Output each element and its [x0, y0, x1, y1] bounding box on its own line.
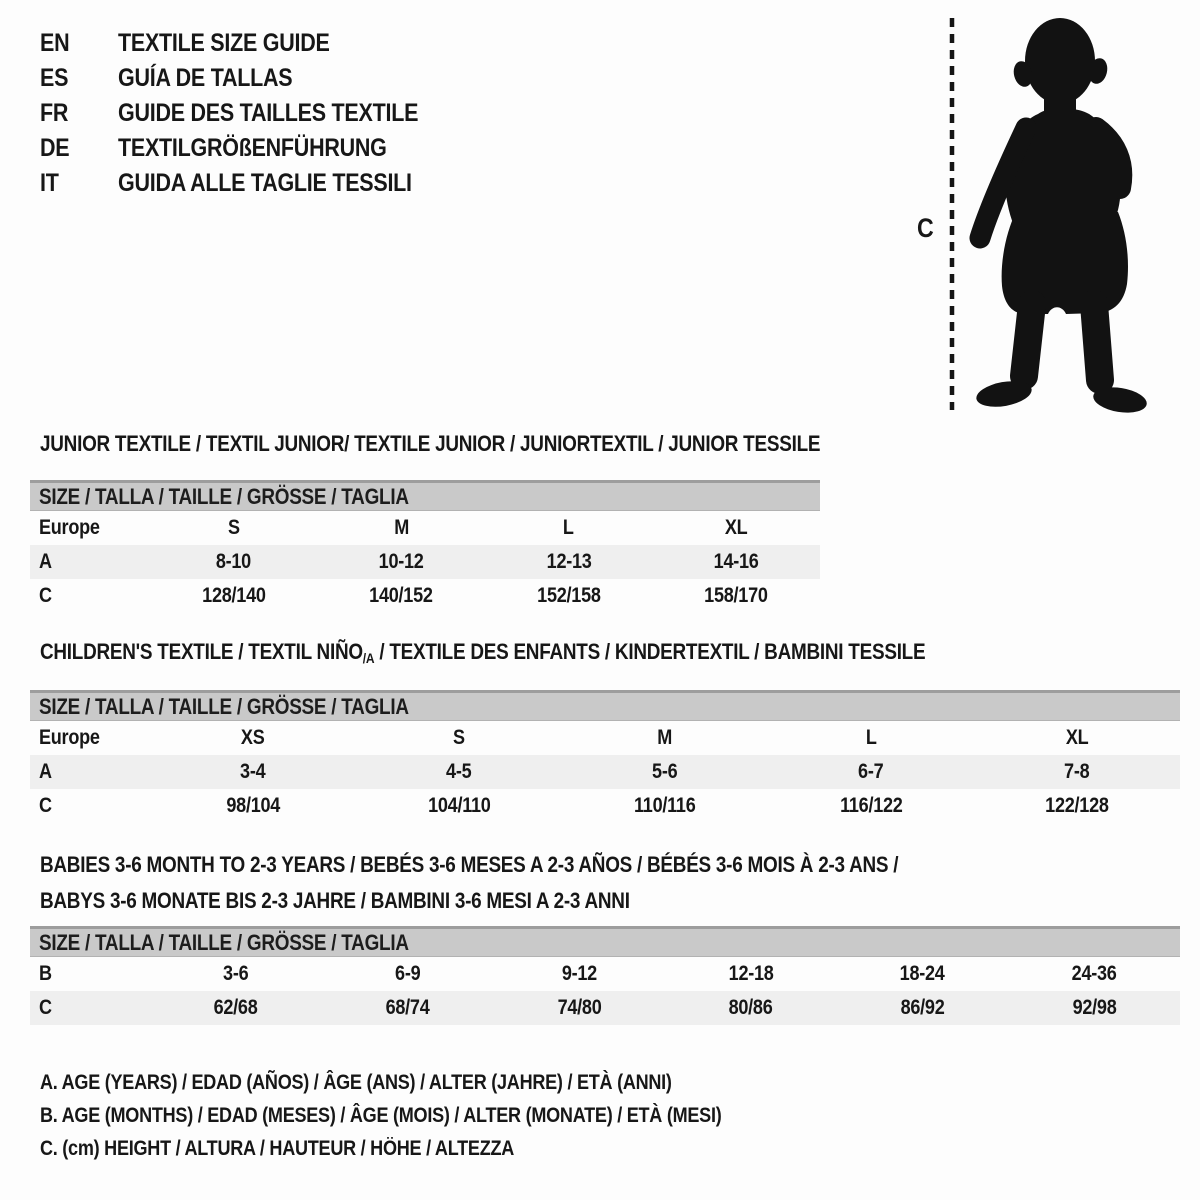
cell-value: XL — [1065, 726, 1089, 749]
lang-code: FR — [40, 99, 69, 127]
junior-size-table — [30, 480, 820, 613]
legend-line-b: B. AGE (MONTHS) / EDAD (MESES) / ÂGE (MOIS) / ALTER (MONATE) / ETÀ (MESI) — [40, 1103, 722, 1127]
children-size-table — [30, 690, 1180, 823]
row-label: C — [39, 794, 52, 817]
lang-row-it — [40, 166, 467, 201]
row-label: A — [39, 760, 52, 783]
cell-value: 3-4 — [240, 760, 266, 783]
cell-value: 122/128 — [1045, 794, 1109, 817]
cell-value: 116/122 — [839, 794, 903, 817]
language-title-list — [40, 26, 467, 201]
cell-value: L — [563, 516, 575, 539]
cell-value: 92/98 — [1072, 996, 1117, 1019]
babies-size-header-band: SIZE / TALLA / TAILLE / GRÖSSE / TAGLIA — [30, 926, 1180, 957]
cell-value: 12-18 — [728, 962, 774, 985]
cell-value: 68/74 — [385, 996, 430, 1019]
cell-value: 8-10 — [216, 550, 252, 573]
cell-value: 158/170 — [704, 584, 768, 607]
lang-code: ES — [40, 64, 69, 92]
cell-value: L — [865, 726, 877, 749]
children-size-header-band: SIZE / TALLA / TAILLE / GRÖSSE / TAGLIA — [30, 690, 1180, 721]
table-row — [30, 991, 1180, 1025]
cell-value: 62/68 — [213, 996, 258, 1019]
table-row — [30, 545, 820, 579]
junior-section-title: JUNIOR TEXTILE / TEXTIL JUNIOR/ TEXTILE JUNIOR / JUNIORTEXTIL / JUNIOR TESSILE — [40, 431, 821, 456]
cell-value: 6-9 — [394, 962, 421, 985]
lang-row-fr — [40, 96, 467, 131]
cell-value: 110/116 — [634, 794, 696, 817]
table-row — [30, 789, 1180, 823]
measure-legend — [40, 1066, 832, 1165]
cell-value: M — [657, 726, 673, 749]
cell-value: 86/92 — [900, 996, 945, 1019]
babies-size-table — [30, 926, 1180, 1025]
table-row — [30, 721, 1180, 755]
table-row — [30, 755, 1180, 789]
row-label: B — [39, 962, 52, 985]
cell-value: M — [393, 516, 409, 539]
cell-value: 128/140 — [202, 584, 266, 607]
cell-value: 152/158 — [537, 584, 601, 607]
cell-value: 14-16 — [713, 550, 759, 573]
measure-c-label: C — [917, 213, 934, 243]
lang-code: IT — [40, 169, 59, 197]
cell-value: 9-12 — [561, 962, 597, 985]
lang-row-en — [40, 26, 467, 61]
lang-code: EN — [40, 29, 70, 57]
lang-title: GUÍA DE TALLAS — [118, 64, 293, 92]
cell-value: 5-6 — [652, 760, 678, 783]
legend-line-a: A. AGE (YEARS) / EDAD (AÑOS) / ÂGE (ANS) / ALTER (JAHRE) / ETÀ (ANNI) — [40, 1070, 672, 1094]
cell-value: 3-6 — [223, 962, 249, 985]
row-label: C — [39, 996, 52, 1019]
toddler-silhouette — [974, 18, 1148, 416]
row-label: C — [39, 584, 52, 607]
cell-value: S — [227, 516, 240, 539]
cell-value: 98/104 — [226, 794, 280, 817]
table-row — [30, 579, 820, 613]
lang-title: TEXTILE SIZE GUIDE — [118, 29, 330, 57]
children-section-title: CHILDREN'S TEXTILE / TEXTIL NIÑO/A / TEXTILE DES ENFANTS / KINDERTEXTIL / BAMBINI TESSILE — [40, 639, 926, 666]
cell-value: 4-5 — [446, 760, 472, 783]
cell-value: XS — [241, 726, 265, 749]
cell-value: 24-36 — [1071, 962, 1117, 985]
junior-size-header-band: SIZE / TALLA / TAILLE / GRÖSSE / TAGLIA — [30, 480, 820, 511]
lang-code: DE — [40, 134, 70, 162]
nino-a-subscript: /A — [362, 650, 375, 666]
cell-value: S — [453, 726, 465, 749]
cell-value: 140/152 — [369, 584, 433, 607]
cell-value: 10-12 — [378, 550, 424, 573]
cell-value: 80/86 — [728, 996, 773, 1019]
legend-line-c: C. (cm) HEIGHT / ALTURA / HAUTEUR / HÖHE / ALTEZZA — [40, 1136, 515, 1160]
cell-value: 74/80 — [557, 996, 602, 1019]
lang-title: GUIDE DES TAILLES TEXTILE — [118, 99, 419, 127]
row-label: A — [39, 550, 52, 573]
lang-row-es — [40, 61, 467, 96]
cell-value: 104/110 — [427, 794, 491, 817]
lang-title: GUIDA ALLE TAGLIE TESSILI — [118, 169, 412, 197]
cell-value: 7-8 — [1064, 760, 1090, 783]
table-row — [30, 957, 1180, 991]
cell-value: XL — [724, 516, 748, 539]
babies-section-title: BABIES 3-6 MONTH TO 2-3 YEARS / BEBÉS 3-6 MESES A 2-3 AÑOS / BÉBÉS 3-6 MOIS À 2-3 ANS / BABYS 3-6 MONATE BIS 2-3 JAHRE / BAMBINI 3-6 MESI A 2-3 ANNI — [40, 852, 899, 913]
row-label: Europe — [39, 726, 100, 749]
cell-value: 12-13 — [546, 550, 592, 573]
baby-silhouette-icon — [905, 10, 1165, 420]
lang-row-de — [40, 131, 467, 166]
height-measure-figure — [905, 10, 1165, 420]
table-row — [30, 511, 820, 545]
lang-title: TEXTILGRÖßENFÜHRUNG — [118, 134, 387, 162]
row-label: Europe — [39, 516, 100, 539]
cell-value: 6-7 — [858, 760, 884, 783]
cell-value: 18-24 — [899, 962, 945, 985]
